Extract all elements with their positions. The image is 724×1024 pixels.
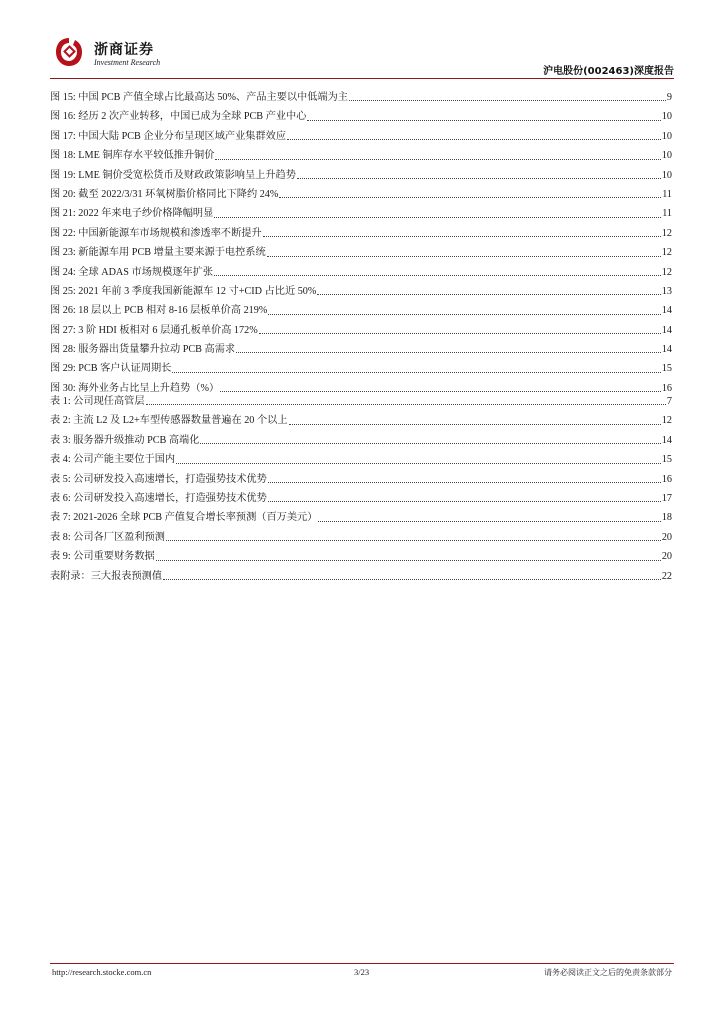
figure-entry-16[interactable]: 图 16: 经历 2 次产业转移，中国已成为全球 PCB 产业中心 10 <box>50 111 672 123</box>
dot-leader <box>200 441 660 444</box>
figure-entry-19[interactable]: 图 19: LME 铜价受宽松货币及财政政策影响呈上升趋势 10 <box>50 169 672 181</box>
figure-entry-21[interactable]: 图 21: 2022 年来电子纱价格降幅明显 11 <box>50 208 672 220</box>
dot-leader <box>236 350 661 353</box>
table-entry-3[interactable]: 表 3: 服务器升级推动 PCB 高端化 14 <box>50 434 672 446</box>
figure-entry-17[interactable]: 图 17: 中国大陆 PCB 企业分布呈现区域产业集群效应 10 <box>50 130 672 142</box>
dot-leader <box>307 118 660 121</box>
dot-leader <box>267 254 661 257</box>
report-title: 沪电股份(002463)深度报告 <box>543 66 674 77</box>
figure-entry-23[interactable]: 图 23: 新能源车用 PCB 增量主要来源于电控系统 12 <box>50 247 672 259</box>
dot-leader <box>289 422 661 425</box>
dot-leader <box>214 215 661 218</box>
figure-entry-30[interactable]: 图 30: 海外业务占比呈上升趋势（%） 16 <box>50 382 672 394</box>
table-entry-4[interactable]: 表 4: 公司产能主要位于国内 15 <box>50 454 672 466</box>
dot-leader <box>268 499 661 502</box>
dot-leader <box>166 538 661 541</box>
footer-divider <box>50 963 674 964</box>
dot-leader <box>214 273 661 276</box>
table-list <box>50 392 672 586</box>
figure-entry-27[interactable]: 图 27: 3 阶 HDI 板相对 6 层通孔板单价高 172% 14 <box>50 324 672 336</box>
table-entry-appendix[interactable]: 表附录：三大报表预测值 22 <box>50 570 672 582</box>
dot-leader <box>215 157 660 160</box>
dot-leader <box>163 577 661 580</box>
dot-leader <box>297 176 661 179</box>
dot-leader <box>268 312 660 315</box>
figure-list <box>50 88 672 398</box>
page-footer <box>50 967 674 981</box>
table-entry-2[interactable]: 表 2: 主流 L2 及 L2+车型传感器数量普遍在 20 个以上 12 <box>50 415 672 427</box>
table-entry-7[interactable]: 表 7: 2021-2026 全球 PCB 产值复合增长率预测（百万美元） 18 <box>50 512 672 524</box>
figure-entry-25[interactable]: 图 25: 2021 年前 3 季度我国新能源车 12 寸+CID 占比近 50% 13 <box>50 285 672 297</box>
header-divider <box>50 78 674 79</box>
page-header <box>50 34 674 78</box>
dot-leader <box>263 234 661 237</box>
dot-leader <box>259 331 661 334</box>
figure-entry-28[interactable]: 图 28: 服务器出货量攀升拉动 PCB 高需求 14 <box>50 344 672 356</box>
figure-entry-22[interactable]: 图 22: 中国新能源车市场规模和渗透率不断提升 12 <box>50 227 672 239</box>
dot-leader <box>279 195 661 198</box>
dot-leader <box>349 98 666 101</box>
dot-leader <box>172 370 660 373</box>
table-entry-8[interactable]: 表 8: 公司各厂区盈利预测 20 <box>50 531 672 543</box>
dot-leader <box>287 137 661 140</box>
figure-entry-20[interactable]: 图 20: 截至 2022/3/31 环氧树脂价格同比下降约 24% 11 <box>50 188 672 200</box>
figure-entry-18[interactable]: 图 18: LME 铜库存水平较低推升铜价 10 <box>50 150 672 162</box>
figure-entry-24[interactable]: 图 24: 全球 ADAS 市场规模逐年扩张 12 <box>50 266 672 278</box>
figure-entry-29[interactable]: 图 29: PCB 客户认证周期长 15 <box>50 363 672 375</box>
dot-leader <box>318 519 660 522</box>
dot-leader <box>317 292 660 295</box>
table-entry-1[interactable]: 表 1: 公司现任高管层 7 <box>50 396 672 407</box>
page-number: 3/23 <box>354 967 370 977</box>
table-entry-9[interactable]: 表 9: 公司重要财务数据 20 <box>50 551 672 563</box>
dot-leader <box>146 402 666 405</box>
table-entry-5[interactable]: 表 5: 公司研发投入高速增长，打造强势技术优势 16 <box>50 473 672 485</box>
dot-leader <box>156 558 661 561</box>
zheshang-logo-icon <box>54 36 84 68</box>
table-entry-6[interactable]: 表 6: 公司研发投入高速增长，打造强势技术优势 17 <box>50 492 672 504</box>
footer-disclaimer: 请务必阅读正文之后的免责条款部分 <box>544 968 672 977</box>
figure-entry-15[interactable]: 图 15: 中国 PCB 产值全球占比最高达 50%、产品主要以中低端为主 9 <box>50 92 672 103</box>
logo-name-en: Investment Research <box>94 58 161 67</box>
figure-entry-26[interactable]: 图 26: 18 层以上 PCB 相对 8-16 层板单价高 219% 14 <box>50 305 672 317</box>
logo-name-cn: 浙商证券 <box>94 42 154 58</box>
footer-url-link[interactable]: http://research.stocke.com.cn <box>52 967 152 977</box>
dot-leader <box>176 461 661 464</box>
dot-leader <box>268 480 661 483</box>
